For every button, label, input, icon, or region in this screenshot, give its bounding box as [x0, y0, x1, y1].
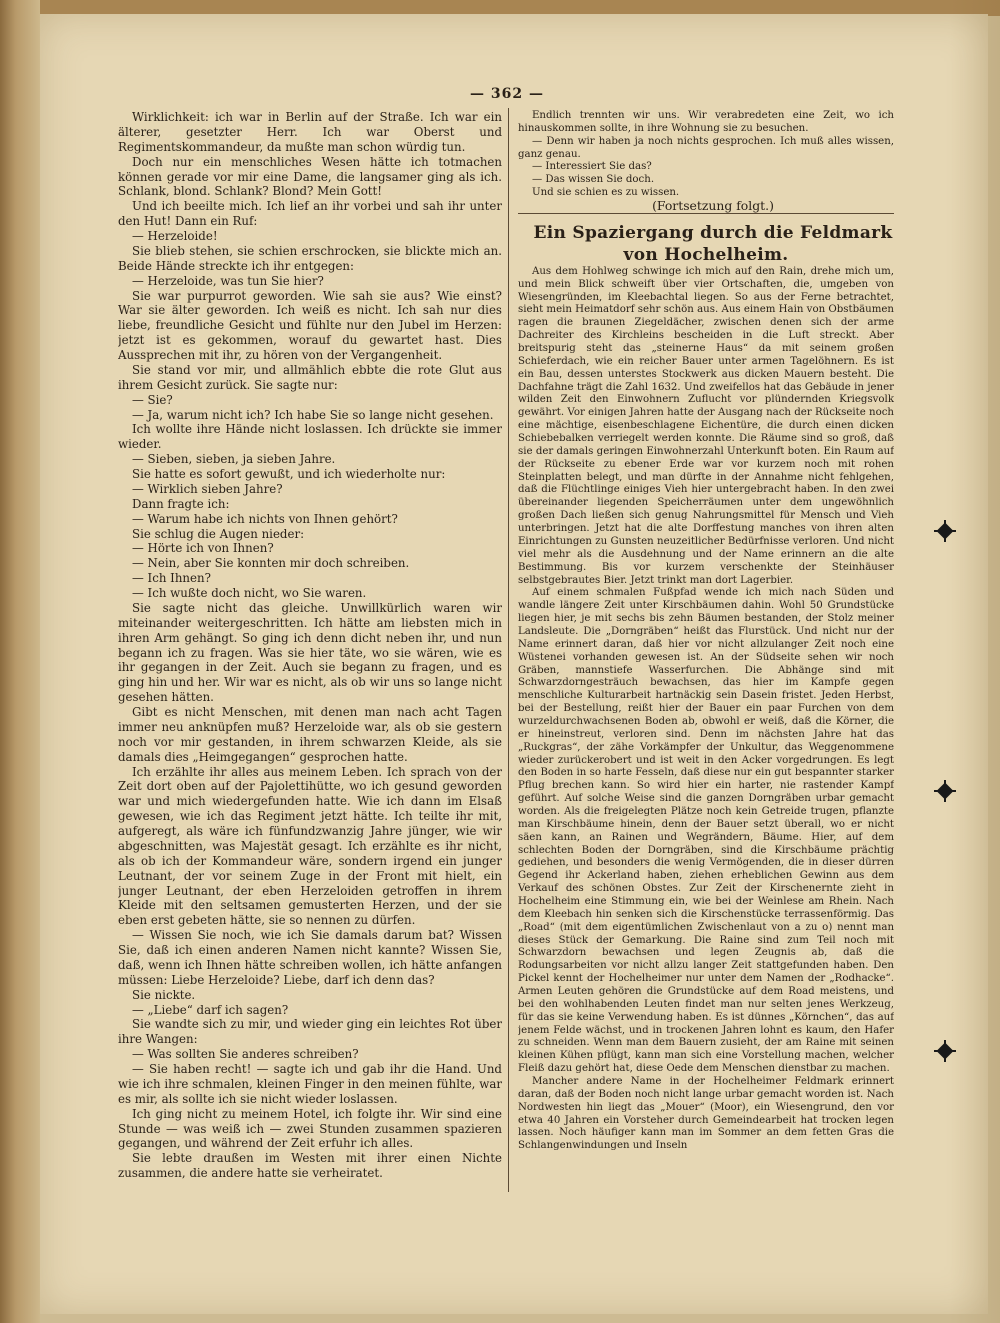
paragraph: — Sieben, sieben, ja sieben Jahre. — [132, 452, 336, 467]
paragraph: Aus dem Hohlweg schwinge ich mich auf den Rain, drehe mich um, und mein Blick schweift über vier Ortschaften, die, umgeben von Wiesengründen, im Kleebachtal liegen. So aus der Ferne betrachtet, sieht mein Heimatdorf sehr schön aus. Aus einem Hain von Obstbäumen ragen die braunen Ziegeldächer, zwischen denen sich der arme Dachreiter des Kirchleins bescheiden in die Luft streckt. Aber breitspurig steht das „steinerne Haus“ da mit seinem großen Schieferdach, wie ein reicher Bauer unter armen Tagelöhnern. Es ist ein Bau, dessen unterstes Stockwerk aus dicken Mauern besteht. Die Dachfahne trägt die Zahl 1632. Und zweifellos hat das Gebäude in jener wilden Zeit den Einwohnern Zuflucht vor plündernden Kriegsvolk gewährt. Vor einigen Jahren hatte der Ausgang nach der Rückseite noch eine mächtige, eisenbeschlagene Eichentüre, die durch einen dicken Schiebebalken verriegelt werden konnte. Die Räume sind so groß, daß sie der damals geringen Einwohnerzahl Unterkunft boten. Ein Raum auf der Rückseite zu ebener Erde war vor kurzem noch mit rohen Steinplatten belegt, und man dürfte in der Annahme nicht fehlgehen, daß die Flüchtlinge einiges Vieh hier untergebracht haben. In den zwei übereinander liegenden Speicherräumen unter dem ungewöhnlich großen Dach ließen sich genug Nahrungsmittel für Mensch und Vieh unterbringen. Jetzt hat die alte Dorffestung manches von ihren alten Einrichtungen zu Gunsten neuzeitlicher Bedürfnisse verloren. Und nicht viel mehr als die Ausdehnung und der Name erinnern an die alte Bestimmung. Bis vor kurzem verschenkte der Steinhäuser selbstgebrautes Bier. Jetzt trinkt man dort Lagerbier. — [518, 265, 894, 586]
paragraph: Sie blieb stehen, sie schien erschrocken, sie blickte mich an. Beide Hände streckte ich ihr entgegen: — [118, 243, 502, 273]
registration-mark-icon — [934, 520, 956, 542]
paragraph: — Sie? — [132, 392, 173, 407]
paragraph: Sie stand vor mir, und allmählich ebbte die rote Glut aus ihrem Gesicht zurück. Sie sagte nur: — [118, 362, 502, 392]
paragraph: Gibt es nicht Menschen, mit denen man nach acht Tagen immer neu anknüpfen muß? Herzeloide war, als ob sie gestern noch vor mir gestanden, in ihrem schwarzen Kleide, als sie damals dies „Heimgegangen“ gesprochen hatte. — [118, 705, 502, 764]
paragraph: — Herzeloide! — [132, 229, 218, 243]
paragraph: — Ich Ihnen? — [132, 571, 211, 586]
registration-mark-icon — [934, 1040, 956, 1062]
paragraph: — Ja, warum nicht ich? Ich habe Sie so lange nicht gesehen. — [132, 407, 494, 422]
page-shadow — [950, 0, 1000, 1323]
paragraph: — Sie haben recht! — sagte ich und gab ihr die Hand. Und wie ich ihre schmalen, kleinen Finger in den meinen fühlte, war es mir, als sollte ich sie nicht wieder loslassen. — [118, 1062, 502, 1106]
continuation-note: (Fortsetzung folgt.) — [652, 198, 774, 214]
registration-mark-icon — [934, 780, 956, 802]
paragraph: — Nein, aber Sie konnten mir doch schreiben. — [132, 556, 410, 571]
paragraph: Sie hatte es sofort gewußt, und ich wiederholte nur: — [132, 467, 446, 481]
paragraph: Und sie schien es zu wissen. — [532, 187, 680, 199]
paragraph: Und ich beeilte mich. Ich lief an ihr vorbei und sah ihr unter den Hut! Dann ein Ruf: — [118, 199, 502, 229]
paragraph: Sie war purpurrot geworden. Wie sah sie aus? Wie einst? War sie älter geworden. Ich weiß es nicht. Ich sah nur dies liebe, freundliche Gesicht und fühlte nur den Jubel im Herzen: jetzt ist es gekommen, worauf du gewartet hast. Dies Aussprechen mit ihr, zu hören von der Vergangenheit. — [118, 288, 502, 362]
column-divider — [508, 108, 509, 1192]
paragraph: Mancher andere Name in der Hochelheimer Feldmark erinnert daran, daß der Boden noch nicht lange urbar gemacht worden ist. Nach Nordwesten hin liegt das „Mouer“ (Moor), ein Wiesengrund, den vor etwa 40 Jahren ein Vorsteher durch Gemeindearbeit hat trocken legen lassen. Noch häufiger kann man im Sommer an dem fetten Gras die Schlangenwindungen und Inseln — [518, 1076, 894, 1152]
paragraph: — Was sollten Sie anderes schreiben? — [132, 1047, 359, 1062]
paragraph: Dann fragte ich: — [132, 496, 230, 511]
paragraph: — Wirklich sieben Jahre? — [132, 481, 283, 496]
paragraph: — Warum habe ich nichts von Ihnen gehört? — [132, 511, 398, 526]
paragraph: Auf einem schmalen Fußpfad wende ich mich nach Süden und wandle längere Zeit unter Kirschbäumen dahin. Wohl 50 Grundstücke liegen hier, je mit sechs bis zehn Bäumen bestanden, der Stolz meiner Landsleute. Die „Dorngräben“ heißt das Flurstück. Und nicht nur der Name erinnert daran, daß hier vor nicht allzulanger Zeit noch eine Wüstenei vorhanden gewesen ist. An der Südseite sehen wir noch Gräben, mannstiefe Wasserfurchen. Die Abhänge sind mit Schwarzdorngesträuch bewachsen, das hier im Kampfe gegen menschliche Kulturarbeit hartnäckig sein Dasein fristet. Jeden Herbst, bei der Bestellung, reißt hier der Bauer ein paar Furchen von dem wurzeldurchwachsenen Boden ab, obwohl er weiß, daß die Körner, die er hineinstreut, verloren sind. Denn im nächsten Jahre hat das „Ruckgras“, der zähe Vorkämpfer der Unkultur, das Weggenommene wieder zurückerobert und ist weit in den Acker vorgedrungen. Es legt den Boden in so harte Fesseln, daß diese nur ein gut bespannter starker Pflug brechen kann. So wird hier ein harter, nie rastender Kampf geführt. Auf solche Weise sind die ganzen Dorngräben urbar gemacht worden. Als die freigelegten Plätze noch kein Getreide trugen, pflanzte man Kirschbäume hinein, denn der Bauer setzt überall, wo er nicht säen kann, an Rainen und Wegrändern, Bäume. Hier, auf dem schlechten Boden der Dorngräben, sind die Kirschbäume prächtig gediehen, und besonders die wenig Vermögenden, die in dieser dürren Gegend ihr Ackerland haben, ziehen erheblichen Gewinn aus dem Verkauf des schönen Obstes. Zur Zeit der Kirschenernte zieht in Hochelheim eine Stimmung ein, wie bei der Weinlese am Rhein. Nach dem Kleebach hin senken sich die Kirschenstücke terrassenförmig. Das „Road“ (mit dem eigentümlichen Zwischenlaut von a zu o) nennt man dieses Stück der Gemarkung. Die Raine sind zum Teil noch mit Schwarzdorn bewachsen und legen Zeugnis ab, daß die Rodungsarbeiten vor nicht allzu langer Zeit stattgefunden haben. Den Pickel kennt der Hochelheimer nur unter dem Namen der „Rodhacke“. Armen Leuten gehören die Grundstücke auf dem Road meistens, und bei den wohlhabenden Leuten findet man nur selten jenes Werkzeug, für das sie keine Verwendung haben. Es ist dünnes „Körnchen“, das auf jenem Felde wächst, und in trockenen Jahren lohnt es kaum, den Hafer zu schneiden. Wenn man dem Bauern zusieht, der am Raine mit seinen kleinen Kühen pflügt, kann man sich eine Vorstellung machen, welcher Fleiß dazu gehört hat, diese Oede dem Menschen dienstbar zu machen. — [518, 587, 894, 1075]
book-spine — [0, 0, 40, 1323]
right-column — [518, 110, 894, 1195]
paragraph: Sie sagte nicht das gleiche. Unwillkürlich waren wir miteinander weitergeschritten. Ich hätte am liebsten mich in ihren Arm gehängt. So ging ich denn dicht neben ihr, und nun begann ich zu fragen. Was sie hier täte, wo sie wären, wie es ihr gegangen in der Zeit. Auch sie begann zu fragen, und es ging hin und her. Wir war es nicht, als ob wir uns so lange nicht gesehen hätten. — [118, 600, 502, 705]
left-column — [118, 110, 502, 1195]
paragraph: Sie lebte draußen im Westen mit ihrer einen Nichte zusammen, die andere hatte sie verheiratet. — [118, 1151, 502, 1181]
paragraph: — Ich wußte doch nicht, wo Sie waren. — [132, 586, 367, 600]
paragraph: Sie wandte sich zu mir, und wieder ging ein leichtes Rot über ihre Wangen: — [118, 1017, 502, 1047]
paragraph: Sie nickte. — [132, 987, 196, 1002]
page-number: — 362 — — [470, 86, 544, 102]
paragraph: Ich wollte ihre Hände nicht loslassen. Ich drückte sie immer wieder. — [118, 422, 502, 452]
paragraph: — Wissen Sie noch, wie ich Sie damals darum bat? Wissen Sie, daß ich einen anderen Namen nicht kannte? Wissen Sie, daß, wenn ich Ihnen hätte schreiben wollen, ich hätte anfangen müssen: Liebe Herzeloide? Liebe, darf ich denn das? — [118, 928, 502, 987]
paragraph: Wirklichkeit: ich war in Berlin auf der Straße. Ich war ein älterer, gesetzter Herr. Ich war Oberst und Regimentskommandeur, da mußte man schon würdig tun. — [118, 110, 502, 154]
paragraph: — Hörte ich von Ihnen? — [132, 541, 274, 556]
paragraph: — Herzeloide, was tun Sie hier? — [132, 273, 324, 288]
article-body — [518, 266, 894, 1153]
paragraph: — „Liebe“ darf ich sagen? — [132, 1002, 289, 1017]
paragraph: — Das wissen Sie doch. — [532, 174, 655, 186]
paragraph: Ich ging nicht zu meinem Hotel, ich folgte ihr. Wir sind eine Stunde — was weiß ich — zwei Stunden zusammen spazieren gegangen, und während der Zeit erfuhr ich alles. — [118, 1106, 502, 1151]
paragraph: Endlich trennten wir uns. Wir verabredeten eine Zeit, wo ich hinauskommen sollte, in ihre Wohnung sie zu besuchen. — [518, 110, 894, 134]
paragraph: — Interessiert Sie das? — [532, 161, 652, 173]
paragraph: Sie schlug die Augen nieder: — [132, 526, 305, 541]
story-ending — [518, 110, 894, 200]
paragraph: — Denn wir haben ja noch nichts gesprochen. Ich muß alles wissen, ganz genau. — [518, 135, 894, 160]
paragraph: Ich erzählte ihr alles aus meinem Leben. Ich sprach von der Zeit dort oben auf der Pajolettihütte, wo ich gesund geworden war und mich wiedergefunden hatte. Wie ich dann im Elsaß gewesen, wie ich das Regiment jetzt hätte. Ich teilte ihr mit, aufgeregt, als wäre ich fünfundzwanzig Jahre jünger, wie wir abgeschnitten, was Majestät gesagt. Ich erzählte es ihr nicht, als ob ich der Kommandeur wäre, sondern irgend ein junger Leutnant, der vor seinem Zuge in der Front mit hielt, ein junger Leutnant, der eben Herzeloiden getroffen in ihrem Kleide mit den seltsamen gemusterten Herzen, und der sie eben erst gebeten hätte, sie so nennen zu dürfen. — [118, 764, 502, 928]
article-title: Ein Spaziergang durch die Feldmark von Hochelheim. — [518, 213, 894, 266]
paragraph: Doch nur ein menschliches Wesen hätte ich totmachen können gerade vor mir eine Dame, die langsamer ging als ich. Schlank, blond. Schlank? Blond? Mein Gott! — [118, 154, 502, 199]
